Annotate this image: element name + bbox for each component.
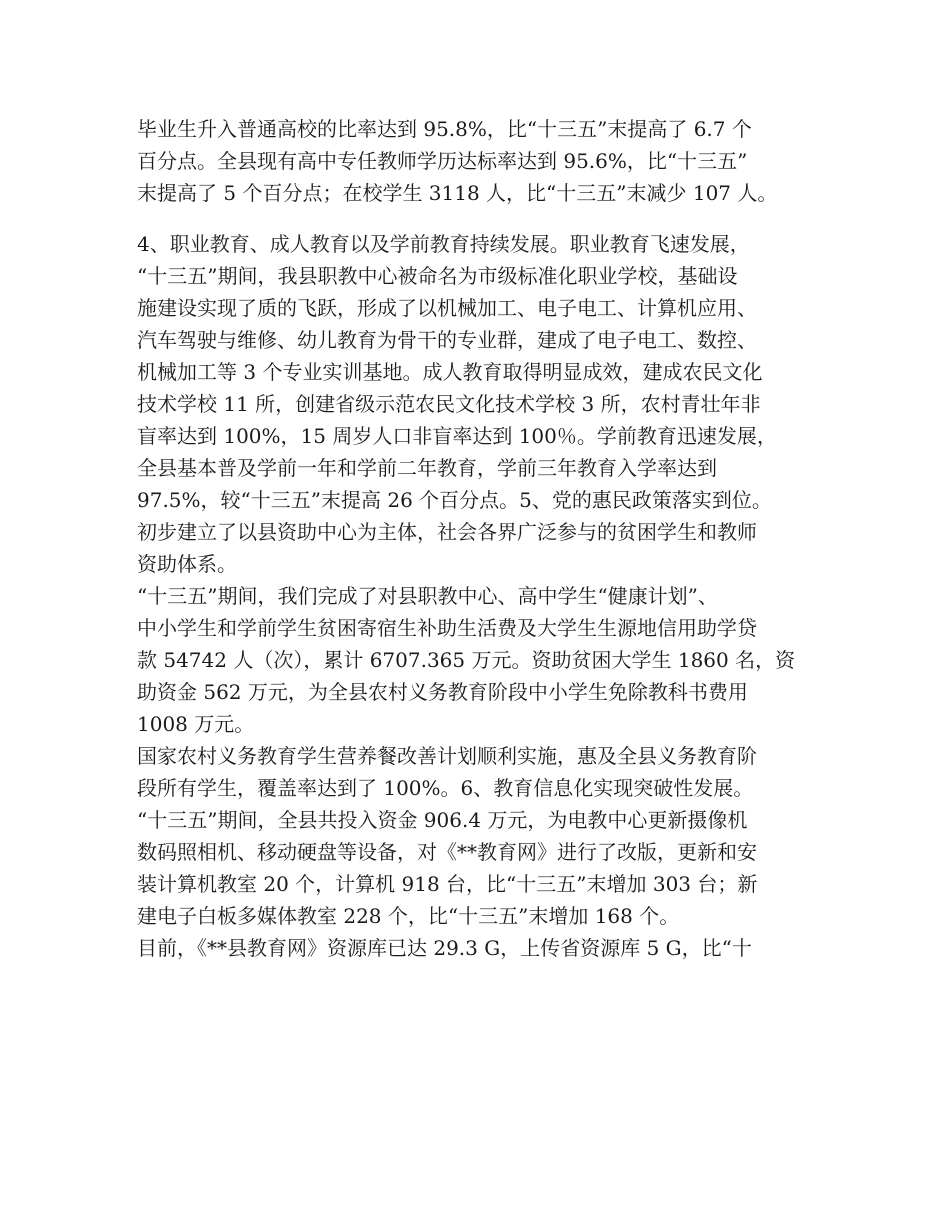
text-line: 中小学生和学前学生贫困寄宿生补助生活费及大学生生源地信用助学贷 bbox=[137, 616, 757, 640]
text-line: 全县基本普及学前一年和学前二年教育，学前三年教育入学率达到 bbox=[137, 456, 717, 480]
text-line: 汽车驾驶与维修、幼儿教育为骨干的专业群，建成了电子电工、数控、 bbox=[137, 328, 757, 352]
text-line: 1008 万元。 bbox=[137, 712, 255, 736]
text-line: 百分点。全县现有高中专任教师学历达标率达到 95.6%，比“十三五” bbox=[137, 149, 748, 173]
text-line: 97.5%，较“十三五”末提高 26 个百分点。5、党的惠民政策落实到位。 bbox=[137, 488, 772, 512]
text-line: 盲率达到 100%，15 周岁人口非盲率达到 100％。学前教育迅速发展， bbox=[137, 424, 777, 448]
text-line: 国家农村义务教育学生营养餐改善计划顺利实施，惠及全县义务教育阶 bbox=[137, 744, 757, 768]
text-line: 技术学校 11 所，创建省级示范农民文化技术学校 3 所，农村青壮年非 bbox=[137, 392, 761, 416]
text-line: “十三五”期间，我县职教中心被命名为市级标准化职业学校，基础设 bbox=[137, 264, 738, 288]
text-line: 装计算机教室 20 个，计算机 918 台，比“十三五”末增加 303 台；新 bbox=[137, 872, 758, 896]
text-line: 毕业生升入普通高校的比率达到 95.8%，比“十三五”末提高了 6.7 个 bbox=[137, 117, 752, 141]
text-line: 末提高了 5 个百分点；在校学生 3118 人，比“十三五”末减少 107 人。 bbox=[137, 181, 778, 205]
text-line: 目前，《**县教育网》资源库已达 29.3 G，上传省资源库 5 G，比“十 bbox=[137, 936, 752, 960]
text-line: 段所有学生，覆盖率达到了 100%。6、教育信息化实现突破性发展。 bbox=[137, 776, 754, 800]
text-line: 款 54742 人（次），累计 6707.365 万元。资助贫困大学生 1860 名，资 bbox=[137, 648, 796, 672]
text-line: 初步建立了以县资助中心为主体，社会各界广泛参与的贫困学生和教师 bbox=[137, 520, 757, 544]
text-line: 资助体系。 bbox=[137, 552, 237, 576]
text-line: 数码照相机、移动硬盘等设备，对《**教育网》进行了改版，更新和安 bbox=[137, 840, 757, 864]
text-line: 助资金 562 万元，为全县农村义务教育阶段中小学生免除教科书费用 bbox=[137, 680, 748, 704]
paragraph-vocational-education bbox=[137, 228, 827, 964]
text-line: “十三五”期间，全县共投入资金 906.4 万元，为电教中心更新摄像机 bbox=[137, 808, 748, 832]
text-line: 机械加工等 3 个专业实训基地。成人教育取得明显成效，建成农民文化 bbox=[137, 360, 763, 384]
text-line: 4、职业教育、成人教育以及学前教育持续发展。职业教育飞速发展， bbox=[137, 232, 750, 256]
text-line: 施建设实现了质的飞跃，形成了以机械加工、电子电工、计算机应用、 bbox=[137, 296, 757, 320]
text-line: “十三五”期间，我们完成了对县职教中心、高中学生“健康计划”、 bbox=[137, 584, 718, 608]
paragraph-graduate-rate bbox=[137, 113, 827, 209]
text-line: 建电子白板多媒体教室 228 个，比“十三五”末增加 168 个。 bbox=[137, 904, 680, 928]
